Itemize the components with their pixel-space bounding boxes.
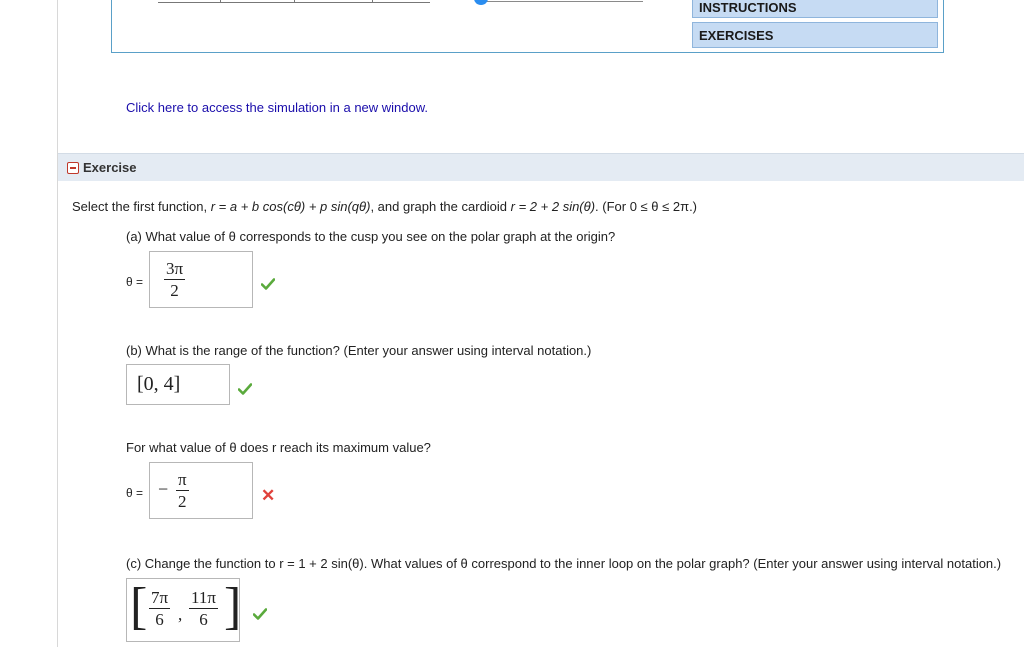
correct-check-icon [238, 383, 252, 395]
exercise-title: Exercise [83, 160, 137, 175]
incorrect-cross-icon: ✕ [261, 486, 276, 505]
open-bracket: [ [130, 578, 148, 635]
instructions-button[interactable]: INSTRUCTIONS [692, 0, 938, 18]
theta-label-max: θ = [126, 486, 144, 500]
answer-box-a[interactable] [149, 251, 253, 308]
max-question: For what value of θ does r reach its maximum value? [126, 440, 431, 455]
exercises-button[interactable]: EXERCISES [692, 22, 938, 48]
left-rule [57, 0, 58, 647]
exercise-prompt: Select the first function, r = a + b cos(cθ) + p sin(qθ), and graph the cardioid r = 2 + 2 sin(θ). (For 0 ≤ θ ≤ 2π.) [72, 199, 698, 214]
simulation-link[interactable]: Click here to access the simulation in a new window. [126, 100, 429, 115]
exercise-header[interactable] [58, 153, 1024, 181]
slider-label [446, 0, 463, 1]
correct-check-icon [253, 608, 267, 620]
answer-box-max[interactable] [149, 462, 253, 519]
simulation-table [158, 0, 430, 3]
correct-check-icon [261, 278, 275, 290]
interval-comma: , [178, 605, 183, 624]
part-a-question: (a) What value of θ corresponds to the cusp you see on the polar graph at the origin? [126, 229, 616, 244]
collapse-icon[interactable] [67, 162, 79, 174]
close-bracket: ] [224, 578, 242, 635]
upper-bound-fraction: 11π 6 [191, 588, 216, 629]
theta-label-a: θ = [126, 275, 144, 289]
part-c-question: (c) Change the function to r = 1 + 2 sin(θ). What values of θ correspond to the inner loop on the polar graph? (Enter your answer using interval notation.) [126, 556, 1002, 571]
part-b-question: (b) What is the range of the function? (Enter your answer using interval notation.) [126, 343, 592, 358]
slider-track[interactable] [478, 1, 643, 2]
answer-fraction-max: π 2 [178, 470, 187, 511]
answer-interval-b: [0, 4] [137, 373, 181, 395]
answer-fraction-a: 3π 2 [166, 259, 184, 300]
answer-sign: − [158, 479, 169, 499]
answer-box-b[interactable] [126, 364, 230, 405]
answer-box-c[interactable] [126, 578, 240, 642]
lower-bound-fraction: 7π 6 [151, 588, 169, 629]
